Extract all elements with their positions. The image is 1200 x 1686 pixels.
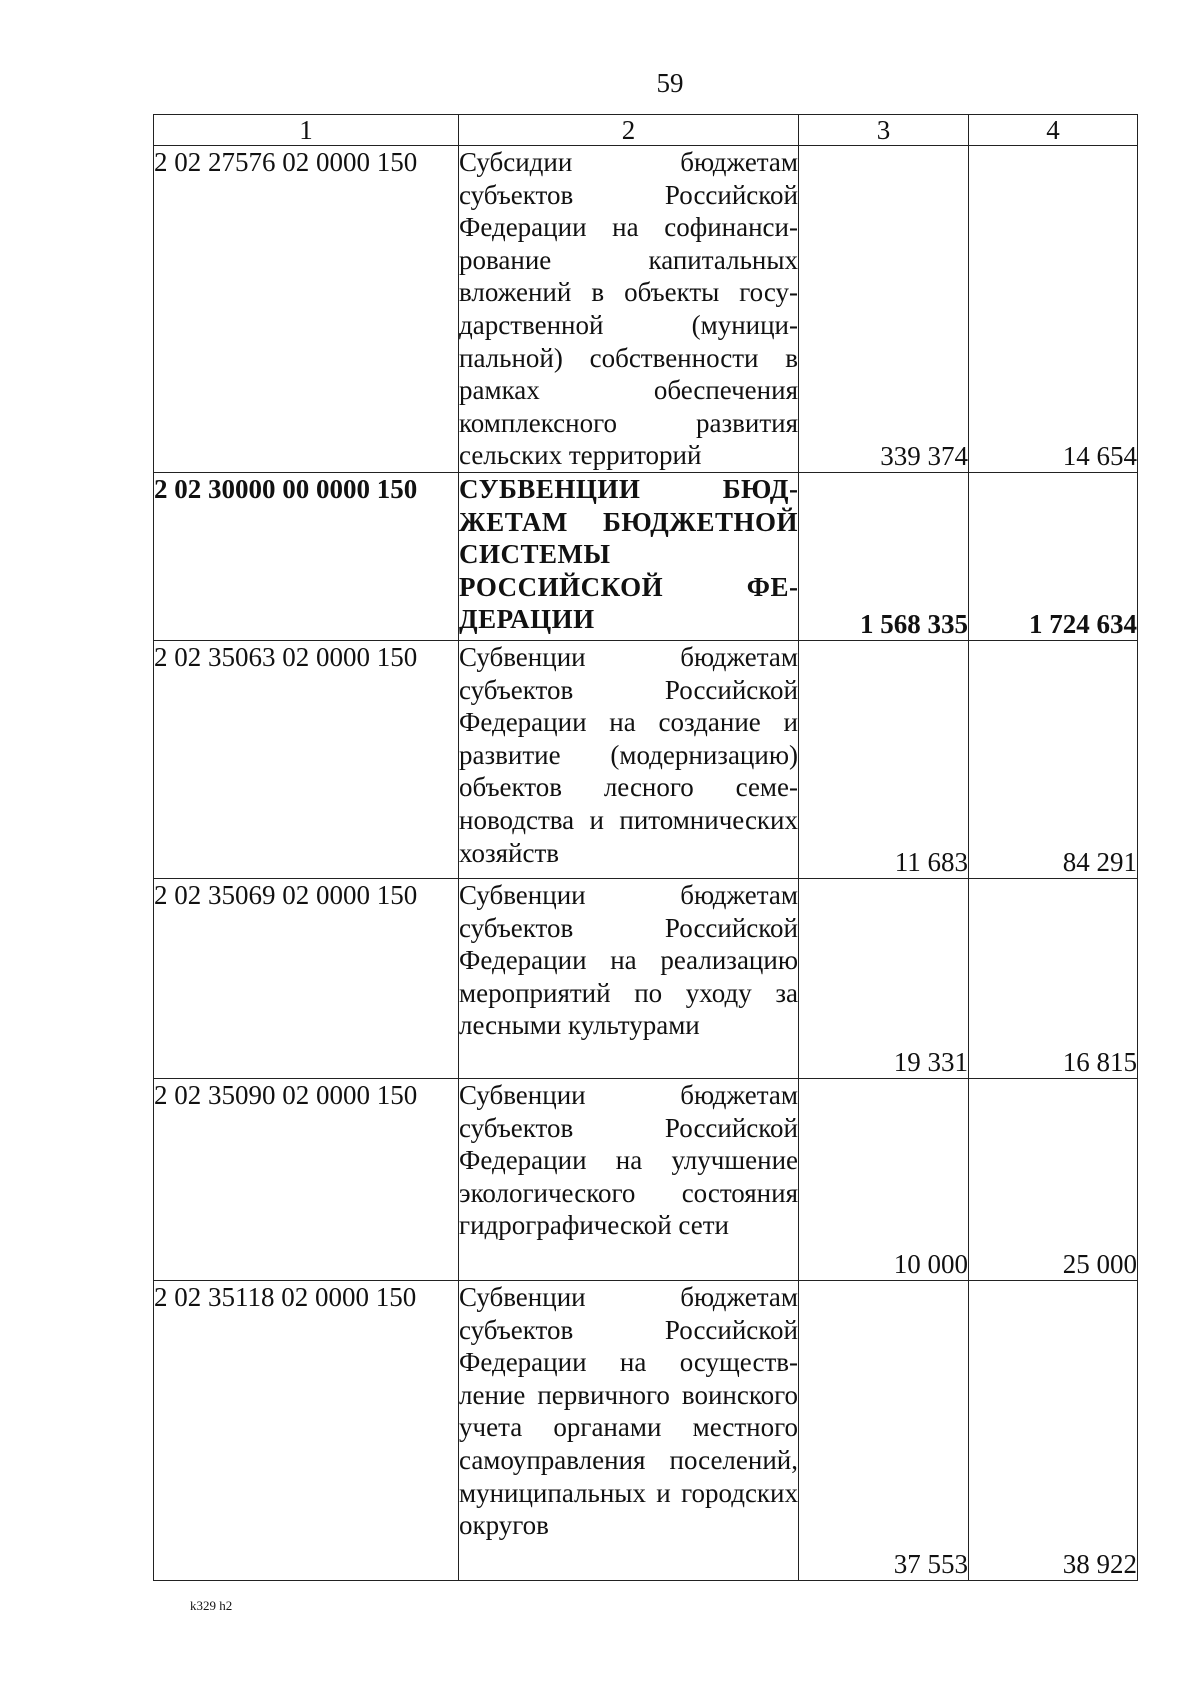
table-row	[154, 640, 1138, 878]
value-col3-cell: 339 374	[799, 146, 969, 473]
value-col3-cell: 19 331	[799, 878, 969, 1078]
value-col3-cell: 10 000	[799, 1078, 969, 1280]
budget-code-cell: 2 02 35118 02 0000 150	[154, 1280, 459, 1580]
value-col4-cell: 16 815	[969, 878, 1138, 1078]
value-col4-cell: 38 922	[969, 1280, 1138, 1580]
value-col4-cell: 1 724 634	[969, 472, 1138, 640]
page-number: 59	[656, 68, 684, 98]
description-cell: СУБВЕНЦИИ БЮДЖЕТАМ БЮДЖЕТНОЙ СИСТЕМЫ РОССИЙСКОЙ ФЕДЕРАЦИИ	[459, 472, 799, 640]
budget-code-cell: 2 02 35090 02 0000 150	[154, 1078, 459, 1280]
column-header-3: 3	[799, 115, 969, 146]
description-cell: Субсидии бюджетам субъектов Российской Федерации на софинансирование капитальных вложений в объекты государственной (муниципальной) собственности в рамках обеспечения комплексного развития сельских территорий	[459, 146, 799, 473]
table-row	[154, 146, 1138, 473]
table-row	[154, 1280, 1138, 1580]
description-cell: Субвенции бюджетам субъектов Российской Федерации на осуществление первичного воинского учета органами местного самоуправления поселений, муниципальных и городских округов	[459, 1280, 799, 1580]
budget-code-cell: 2 02 27576 02 0000 150	[154, 146, 459, 473]
value-col3-cell: 1 568 335	[799, 472, 969, 640]
description-cell: Субвенции бюджетам субъектов Российской Федерации на улучшение экологического состояния гидрографической сети	[459, 1078, 799, 1280]
budget-code-cell: 2 02 35069 02 0000 150	[154, 878, 459, 1078]
table-row	[154, 1078, 1138, 1280]
value-col3-cell: 37 553	[799, 1280, 969, 1580]
table-header-row	[154, 115, 1138, 146]
description-cell: Субвенции бюджетам субъектов Российской Федерации на реализацию мероприятий по уходу за лесными культурами	[459, 878, 799, 1078]
budget-code-cell: 2 02 30000 00 0000 150	[154, 472, 459, 640]
table-row-total	[154, 472, 1138, 640]
column-header-2: 2	[459, 115, 799, 146]
column-header-4: 4	[969, 115, 1138, 146]
footer-document-code: k329 h2	[190, 1598, 233, 1613]
table-row	[154, 878, 1138, 1078]
budget-table	[153, 114, 1138, 1581]
value-col3-cell: 11 683	[799, 640, 969, 878]
description-cell: Субвенции бюджетам субъектов Российской Федерации на создание и развитие (модернизацию) объектов лесного семеноводства и питомнических хозяйств	[459, 640, 799, 878]
value-col4-cell: 14 654	[969, 146, 1138, 473]
value-col4-cell: 25 000	[969, 1078, 1138, 1280]
column-header-1: 1	[154, 115, 459, 146]
budget-code-cell: 2 02 35063 02 0000 150	[154, 640, 459, 878]
value-col4-cell: 84 291	[969, 640, 1138, 878]
